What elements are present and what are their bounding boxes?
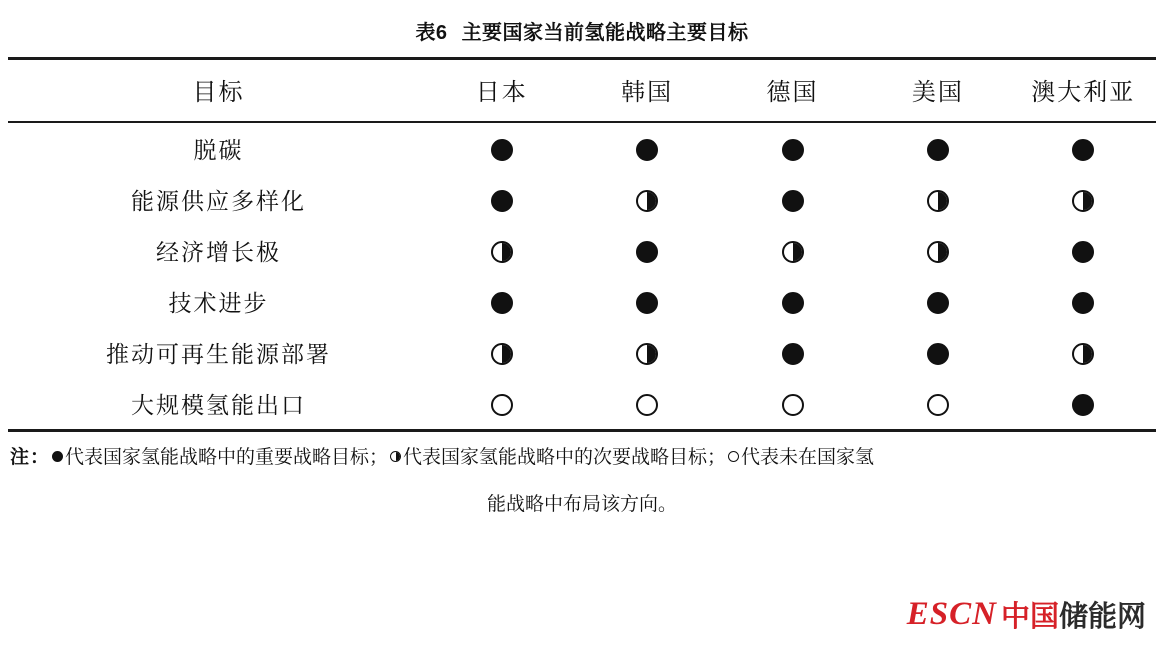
table-row bbox=[8, 276, 1156, 327]
cell-mark bbox=[865, 225, 1010, 276]
cell-mark bbox=[574, 378, 719, 431]
cell-mark bbox=[429, 276, 574, 327]
filled-circle-icon bbox=[1072, 394, 1094, 416]
filled-circle-icon bbox=[782, 139, 804, 161]
footnote-line-1 bbox=[8, 444, 1156, 473]
cell-mark bbox=[720, 327, 865, 378]
half-circle-icon bbox=[1072, 190, 1094, 212]
cell-mark bbox=[865, 174, 1010, 225]
filled-circle-icon bbox=[927, 139, 949, 161]
table-header-row bbox=[8, 59, 1156, 123]
filled-circle-icon bbox=[636, 139, 658, 161]
column-header-usa: 美国 bbox=[911, 79, 964, 106]
half-circle-icon bbox=[636, 190, 658, 212]
cell-mark bbox=[429, 122, 574, 174]
table-body bbox=[8, 122, 1156, 431]
footnote-segment-3: 代表未在国家氢 bbox=[741, 447, 875, 468]
filled-circle-icon bbox=[1072, 139, 1094, 161]
cell-mark bbox=[574, 225, 719, 276]
cell-mark bbox=[865, 327, 1010, 378]
cell-mark bbox=[429, 225, 574, 276]
table-number: 表6 bbox=[415, 22, 448, 44]
half-circle-icon bbox=[491, 241, 513, 263]
watermark-cn-dark: 储能网 bbox=[1058, 601, 1146, 633]
cell-mark bbox=[1011, 174, 1156, 225]
row-label: 技术进步 bbox=[168, 290, 269, 316]
column-header-goal: 目标 bbox=[192, 79, 245, 106]
half-circle-icon bbox=[927, 190, 949, 212]
cell-mark bbox=[720, 174, 865, 225]
cell-mark bbox=[865, 122, 1010, 174]
filled-circle-icon bbox=[636, 241, 658, 263]
column-header-germany: 德国 bbox=[766, 79, 819, 106]
cell-mark bbox=[865, 378, 1010, 431]
row-label: 推动可再生能源部署 bbox=[106, 341, 332, 367]
cell-mark bbox=[574, 174, 719, 225]
footnote-line-2: 能战略中布局该方向。 bbox=[486, 493, 677, 515]
filled-circle-icon bbox=[782, 292, 804, 314]
half-circle-icon bbox=[782, 241, 804, 263]
cell-mark bbox=[1011, 122, 1156, 174]
cell-mark bbox=[865, 276, 1010, 327]
half-circle-icon bbox=[390, 451, 401, 462]
cell-mark bbox=[1011, 225, 1156, 276]
cell-mark bbox=[1011, 276, 1156, 327]
table-row bbox=[8, 225, 1156, 276]
cell-mark bbox=[1011, 378, 1156, 431]
empty-circle-icon bbox=[491, 394, 513, 416]
filled-circle-icon bbox=[927, 343, 949, 365]
filled-circle-icon bbox=[491, 190, 513, 212]
empty-circle-icon bbox=[728, 451, 739, 462]
cell-mark bbox=[574, 122, 719, 174]
watermark-logo bbox=[907, 594, 1146, 635]
table-row bbox=[8, 174, 1156, 225]
filled-circle-icon bbox=[52, 451, 63, 462]
footnote-segment-1: 代表国家氢能战略中的重要战略目标； bbox=[65, 447, 389, 468]
column-header-japan: 日本 bbox=[475, 79, 528, 106]
cell-mark bbox=[574, 276, 719, 327]
filled-circle-icon bbox=[636, 292, 658, 314]
table-row bbox=[8, 122, 1156, 174]
cell-mark bbox=[720, 378, 865, 431]
empty-circle-icon bbox=[636, 394, 658, 416]
row-label: 脱碳 bbox=[193, 137, 244, 163]
row-label: 能源供应多样化 bbox=[131, 188, 307, 214]
cell-mark bbox=[720, 122, 865, 174]
row-label: 经济增长极 bbox=[156, 239, 282, 265]
footnote-segment-2: 代表国家氢能战略中的次要战略目标； bbox=[403, 447, 727, 468]
filled-circle-icon bbox=[491, 139, 513, 161]
half-circle-icon bbox=[1072, 343, 1094, 365]
table-row bbox=[8, 327, 1156, 378]
empty-circle-icon bbox=[782, 394, 804, 416]
cell-mark bbox=[429, 327, 574, 378]
table-title-text: 主要国家当前氢能战略主要目标 bbox=[461, 22, 749, 44]
watermark-cn-red: 中国 bbox=[1000, 601, 1059, 633]
cell-mark bbox=[429, 378, 574, 431]
goals-table bbox=[8, 57, 1156, 432]
filled-circle-icon bbox=[782, 190, 804, 212]
half-circle-icon bbox=[636, 343, 658, 365]
watermark-brand: ESCN bbox=[906, 596, 997, 632]
table-title bbox=[0, 0, 1164, 57]
filled-circle-icon bbox=[927, 292, 949, 314]
cell-mark bbox=[574, 327, 719, 378]
column-header-korea: 韩国 bbox=[621, 79, 674, 106]
filled-circle-icon bbox=[1072, 292, 1094, 314]
half-circle-icon bbox=[491, 343, 513, 365]
column-header-australia: 澳大利亚 bbox=[1031, 79, 1136, 106]
footnote-label: 注： bbox=[10, 447, 51, 468]
cell-mark bbox=[720, 276, 865, 327]
cell-mark bbox=[720, 225, 865, 276]
table-row bbox=[8, 378, 1156, 431]
table-footnote bbox=[8, 444, 1156, 519]
filled-circle-icon bbox=[1072, 241, 1094, 263]
row-label: 大规模氢能出口 bbox=[131, 392, 307, 418]
half-circle-icon bbox=[927, 241, 949, 263]
filled-circle-icon bbox=[782, 343, 804, 365]
filled-circle-icon bbox=[491, 292, 513, 314]
cell-mark bbox=[1011, 327, 1156, 378]
empty-circle-icon bbox=[927, 394, 949, 416]
cell-mark bbox=[429, 174, 574, 225]
